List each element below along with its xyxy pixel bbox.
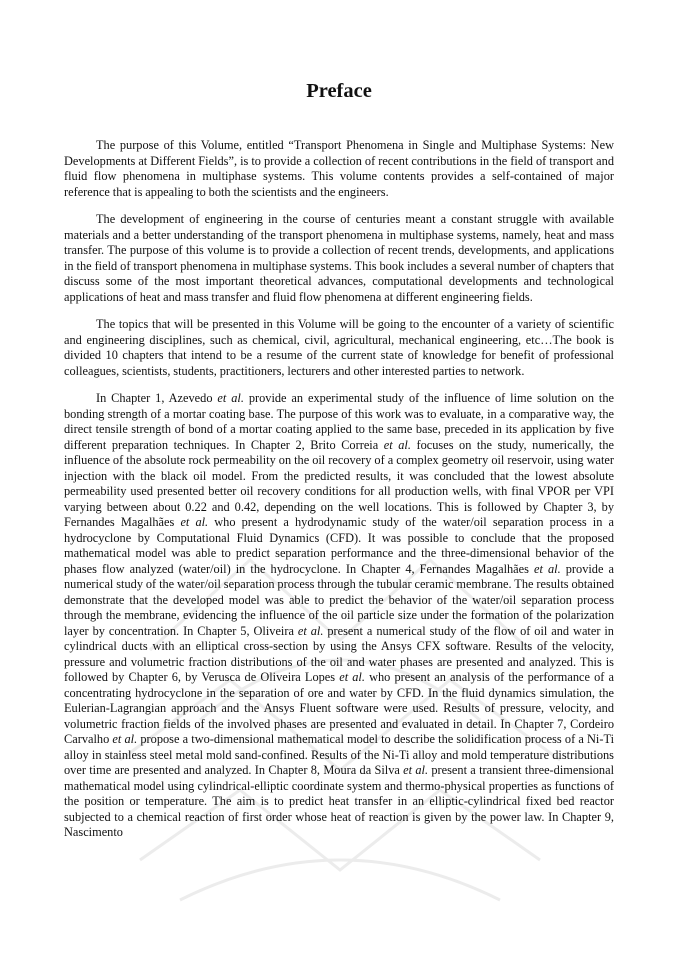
text-run: provide an experimental study of the influence of lime solution on the bonding strength of a mortar coating base. The purpose of this work was to evaluate, in a comparative way, the direct tensile strength of bond of a mortar coating applied to the same base, preceded in its application by five different preparation techniques. In Chapter 2, Brito Correia bbox=[64, 391, 614, 452]
text-run: The topics that will be presented in this Volume will be going to the encounter of a variety of scientific and engineering disciplines, such as chemical, civil, agricultural, mechanical engineering, etc…The book is divided 10 chapters that intend to be a resume of the current state of knowledge for benefit of professional colleagues, scientists, students, practitioners, lecturers and other interested parties to network. bbox=[64, 317, 614, 378]
italic-run: et al. bbox=[297, 623, 324, 638]
paragraph-1 bbox=[64, 138, 614, 200]
page-title: Preface bbox=[306, 80, 372, 102]
text-run: The development of engineering in the course of centuries meant a constant struggle with available materials and a better understanding of the transport phenomena in multiphase systems, namely, heat and mass transfer. The purpose of this volume is to provide a collection of recent trends, developments, and applications in the field of transport phenomena in multiphase systems. This book includes a several number of chapters that discuss some of the most important theoretical advances, computational developments and technological applications of heat and mass transfer and fluid flow phenomena at different engineering fields. bbox=[64, 212, 614, 304]
text-run: The purpose of this Volume, entitled “Transport Phenomena in Single and Multiphase Systems: New Developments at Different Fields”, is to provide a collection of recent contributions in the field of transport and fluid flow phenomena in multiphase systems. This volume contents provides a self-contained of major reference that is appealing to both the scientists and the engineers. bbox=[64, 138, 614, 199]
text-run: focuses on the study, numerically, the influence of the absolute rock permeability on the oil recovery of a complex geometry oil reservoir, using water injection with the black oil model. From the predicted results, it was concluded that the lowest absolute permeability used presented better oil recovery conditions for all production wells, with final VPOR per VPI varying between about 0.22 and 0.42, depending on the well locations. This is followed by Chapter 3, by Fernandes Magalhães bbox=[64, 437, 615, 529]
italic-run: et al. bbox=[403, 763, 429, 777]
text-run: provide a numerical study of the water/oil separation process through the tubular ceramic membrane. The results obtained demonstrate that the developed model was able to predict the behavior of the water/oil separation process through the membrane, evidencing the influence of the oil particle size under the formation of the polarization layer by concentration. In Chapter 5, Oliveira bbox=[64, 561, 614, 638]
italic-run: et al. bbox=[112, 732, 138, 746]
text-run: propose a two-dimensional mathematical model to describe the solidification process of a Ni-Ti alloy in stainless steel metal mold sand-confined. Results of the Ni-Ti alloy and mold temperature distributions over time are presented and analyzed. In Chapter 8, Moura da Silva bbox=[64, 732, 615, 777]
text-run: who present an analysis of the performance of a concentrating hydrocyclone in the separation of ore and water by CFD. In the fluid dynamics simulation, the Eulerian-Lagrangian approach and the Ansys Fluent software were used. Results of pressure, velocity, and volumetric fraction fields of the involved phases are presented and evaluated in detail. In Chapter 7, Cordeiro Carvalho bbox=[64, 670, 614, 746]
italic-run: et al. bbox=[383, 437, 411, 452]
paragraph-4 bbox=[64, 391, 614, 841]
text-run: who present a hydrodynamic study of the water/oil separation process in a hydrocyclone by Computational Fluid Dynamics (CFD). It was possible to conclude that the proposed mathematical model was able to predict separation performance and the three-dimensional behavior of the phases flow analyzed (water/oil) in the hydrocyclone. In Chapter 4, Fernandes Magalhães bbox=[64, 515, 615, 576]
text-run: In Chapter 1, Azevedo bbox=[96, 391, 218, 405]
text-run: present a numerical study of the flow of oil and water in cylindrical ducts with an elliptical cross-section by using the Ansys CFX software. Results of the velocity, pressure and volumetric fraction distributions of the oil and water phases are presented and analyzed. This is followed by Chapter 6, by Verusca de Oliveira Lopes bbox=[64, 623, 614, 684]
italic-run: et al. bbox=[180, 515, 209, 529]
italic-run: et al. bbox=[217, 391, 244, 405]
text-run: present a transient three-dimensional mathematical model using cylindrical-elliptic coordinate system and thermo-physical properties as functions of the position or temperature. The aim is to predict heat transfer in an elliptic-cylindrical fixed bed reactor subjected to a chemical reaction of first order whose heat of reaction is given by the power law. In Chapter 9, Nascimento bbox=[64, 763, 615, 839]
preface-body bbox=[64, 138, 614, 853]
paragraph-2 bbox=[64, 212, 614, 305]
italic-run: et al. bbox=[339, 670, 365, 684]
paragraph-3 bbox=[64, 317, 614, 379]
italic-run: et al. bbox=[534, 561, 561, 576]
